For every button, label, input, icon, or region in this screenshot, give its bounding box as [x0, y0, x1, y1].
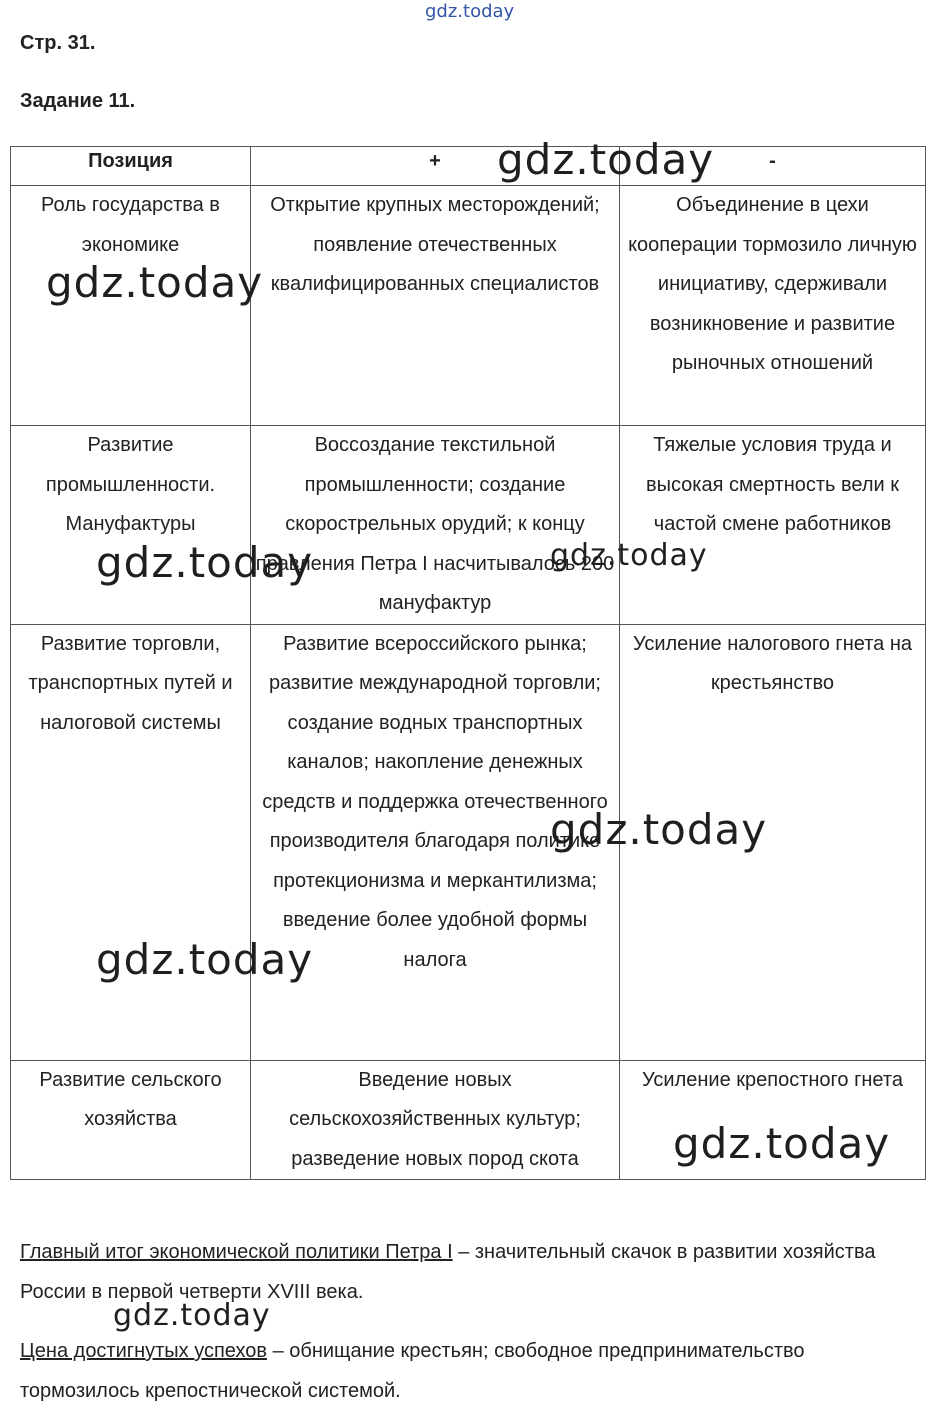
cell-position: Роль государства в экономике	[11, 186, 251, 426]
summary-price-text: – обнищание крестьян; свободное предпринимательство тормозилось крепостнической системой.	[20, 1340, 805, 1402]
header-plus: +	[251, 147, 620, 186]
cell-plus: Введение новых сельскохозяйственных культур; разведение новых пород скота	[251, 1060, 620, 1180]
cell-plus: Воссоздание текстильной промышленности; создание скорострельных орудий; к концу правления Петра I насчитывалось 200 мануфактур	[251, 426, 620, 625]
header-position: Позиция	[11, 147, 251, 186]
cell-minus: Усиление крепостного гнета	[620, 1060, 926, 1180]
cell-minus: Объединение в цехи кооперации тормозило личную инициативу, сдерживали возникновение и развитие рыночных отношений	[620, 186, 926, 426]
watermark: gdz.today	[673, 1119, 891, 1168]
cell-plus: Открытие крупных месторождений; появление отечественных квалифицированных специалистов	[251, 186, 620, 426]
watermark: gdz.today	[46, 258, 264, 307]
header-minus: -	[620, 147, 926, 186]
cell-minus: Усиление налогового гнета на крестьянство	[620, 624, 926, 1060]
summary-price	[20, 1332, 920, 1411]
table-row	[11, 426, 926, 625]
summary-result-label: Главный итог экономической политики Петра I	[20, 1241, 453, 1263]
watermark: gdz.today	[113, 1298, 271, 1333]
cell-position: Развитие торговли, транспортных путей и налоговой системы	[11, 624, 251, 1060]
table-row	[11, 624, 926, 1060]
summary-price-label: Цена достигнутых успехов	[20, 1340, 268, 1362]
watermark: gdz.today	[96, 538, 314, 587]
watermark: gdz.today	[96, 935, 314, 984]
task-label: Задание 11.	[20, 90, 136, 112]
cell-plus: Развитие всероссийского рынка; развитие международной торговли; создание водных транспортных каналов; накопление денежных средств и поддержка отечественного производителя благодаря политике протекционизма и меркантилизма; введение более удобной формы налога	[251, 624, 620, 1060]
header-watermark: gdz.today	[425, 1, 515, 22]
summary-result-text: – значительный скачок в развитии хозяйства России в первой четверти XVIII века.	[20, 1241, 876, 1303]
watermark: gdz.today	[550, 538, 708, 573]
watermark: gdz.today	[550, 805, 768, 854]
watermark: gdz.today	[497, 135, 715, 184]
page-label: Стр. 31.	[20, 32, 96, 54]
cell-position: Развитие промышленности. Мануфактуры	[11, 426, 251, 625]
cell-position: Развитие сельского хозяйства	[11, 1060, 251, 1180]
table-header-row	[11, 147, 926, 186]
cell-minus: Тяжелые условия труда и высокая смертность вели к частой смене работников	[620, 426, 926, 625]
